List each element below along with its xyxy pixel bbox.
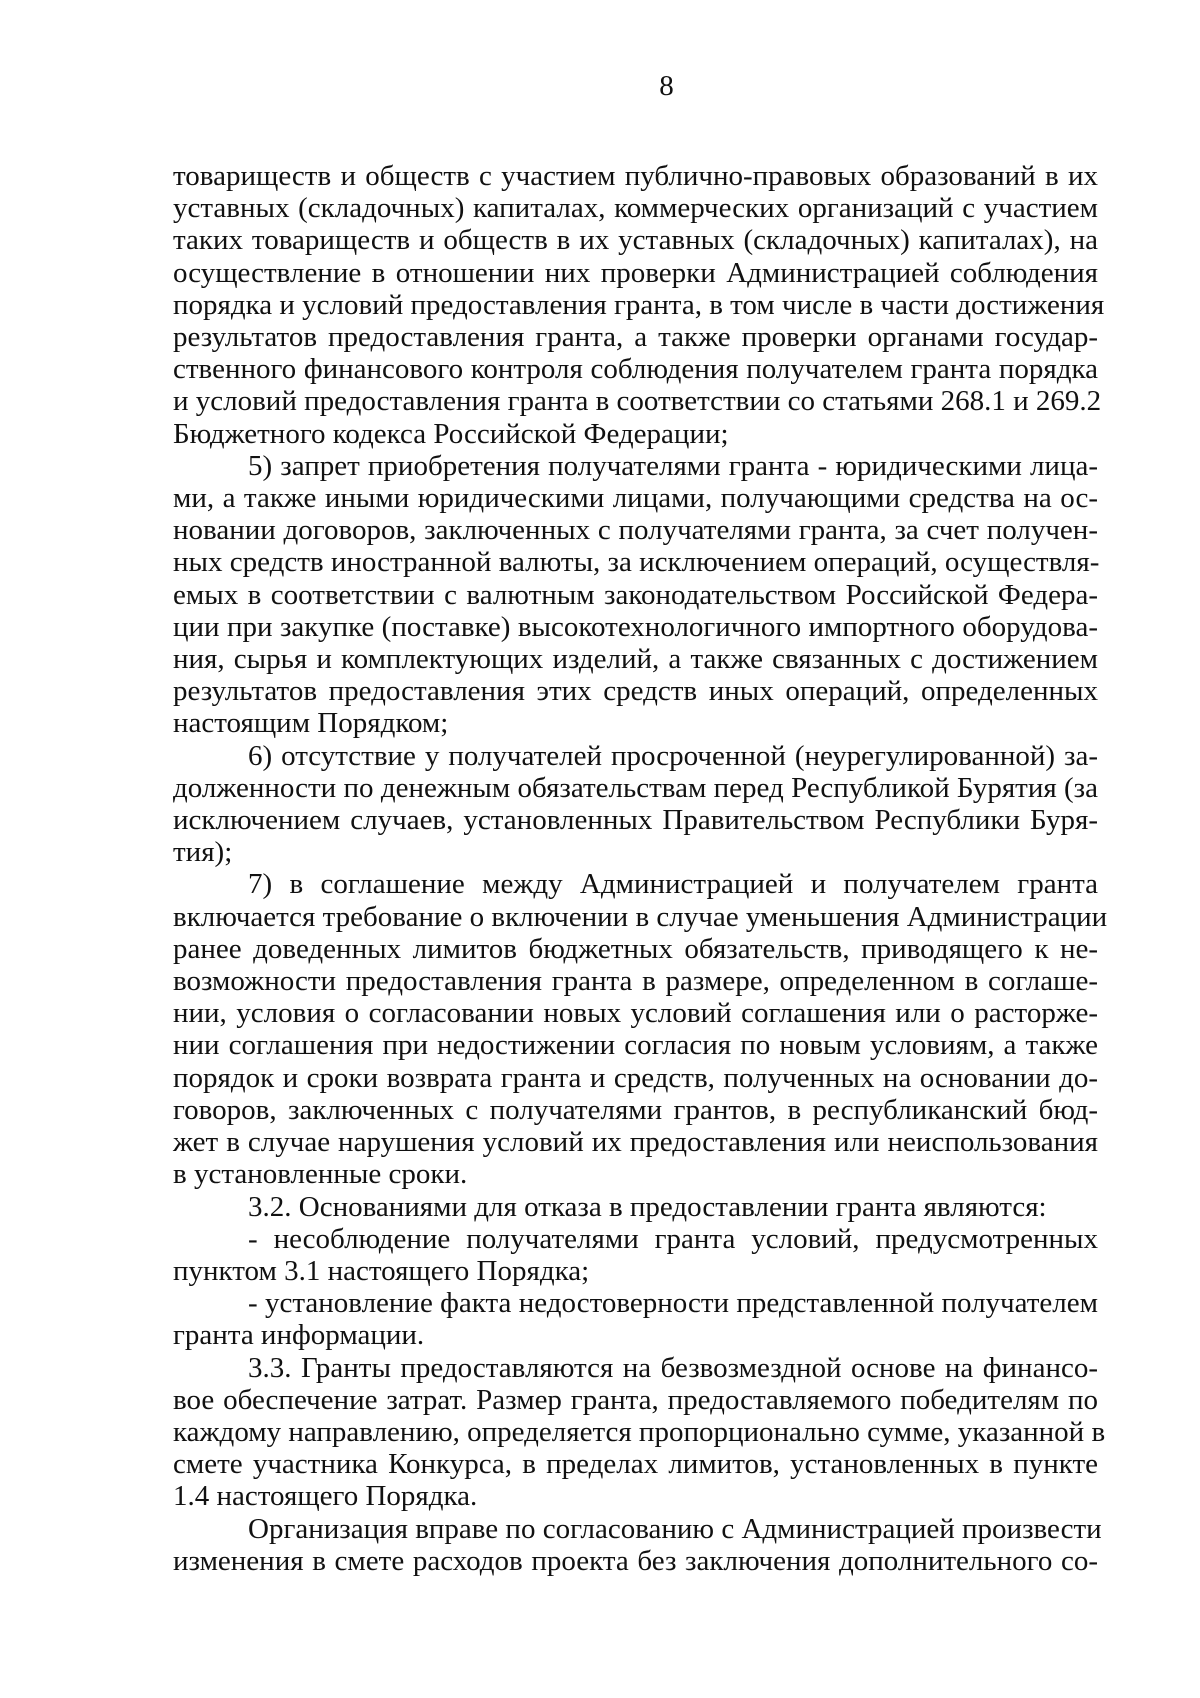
text-line: возможности предоставления гранта в размере, определенном в соглаше- [173,965,1098,998]
paragraph [173,1512,1102,1577]
text-line: осуществление в отношении них проверки Администрацией соблюдения [173,256,1098,289]
text-line: включается требование о включении в случае уменьшения Администрации [173,900,1108,933]
text-line: 1.4 настоящего Порядка. [173,1480,478,1513]
text-line: ми, а также иными юридическими лицами, получающими средства на ос- [173,482,1098,515]
text-line: ственного финансового контроля соблюдения получателем гранта порядка [173,353,1098,386]
paragraph [173,1191,1098,1223]
text-line: говоров, заключенных с получателями грантов, в республиканский бюд- [173,1093,1098,1126]
document-body [173,160,1108,1577]
text-line: нии, условия о согласовании новых условий соглашения или о расторже- [173,997,1098,1030]
text-line: гранта информации. [173,1319,425,1352]
text-line: в установленные сроки. [173,1158,468,1191]
text-line: ных средств иностранной валюты, за исключением операций, осуществля- [173,546,1100,579]
text-line: ранее доведенных лимитов бюджетных обязательств, приводящего к не- [173,932,1098,965]
text-line: порядок и сроки возврата гранта и средств, полученных на основании до- [173,1061,1098,1094]
text-line: настоящим Порядком; [173,707,449,740]
paragraph [173,740,1098,869]
text-line: ции при закупке (поставке) высокотехнологичного импортного оборудова- [173,610,1098,643]
text-line: уставных (складочных) капиталах, коммерческих организаций с участием [173,192,1098,225]
text-line: товариществ и обществ с участием публично-правовых образований в их [173,160,1098,192]
page-number: 8 [659,70,674,102]
text-line: 3.3. Гранты предоставляются на безвозмездной основе на финансо- [248,1351,1098,1384]
text-line: исключением случаев, установленных Правительством Республики Буря- [173,804,1098,837]
text-line: 7) в соглашение между Администрацией и получателем гранта [248,868,1098,901]
text-line: изменения в смете расходов проекта без заключения дополнительного со- [173,1544,1098,1577]
text-line: нии соглашения при недостижении согласия по новым условиям, а также [173,1029,1098,1062]
text-line: тия); [173,836,233,869]
text-line: 5) запрет приобретения получателями гранта - юридическими лица- [248,449,1098,482]
text-line: новании договоров, заключенных с получателями гранта, за счет получен- [173,514,1098,547]
paragraph [173,868,1108,1191]
text-line: смете участника Конкурса, в пределах лимитов, установленных в пункте [173,1448,1098,1481]
paragraph [173,1287,1098,1351]
paragraph [173,160,1105,450]
paragraph [173,1223,1098,1287]
text-line: 6) отсутствие у получателей просроченной (неурегулированной) за- [248,739,1098,772]
text-line: - несоблюдение получателями гранта условий, предусмотренных [248,1222,1098,1255]
text-line: вое обеспечение затрат. Размер гранта, предоставляемого победителям по [173,1383,1098,1416]
text-line: - установление факта недостоверности представленной получателем [248,1287,1098,1320]
text-line: жет в случае нарушения условий их предоставления или неиспользования [173,1126,1098,1159]
text-line: ния, сырья и комплектующих изделий, а также связанных с достижением [173,643,1098,676]
text-line: 3.2. Основаниями для отказа в предоставлении гранта являются: [248,1190,1047,1223]
paragraph [173,1351,1106,1513]
text-line: Бюджетного кодекса Российской Федерации; [173,417,729,450]
text-line: результатов предоставления гранта, а также проверки органами государ- [173,321,1098,354]
text-line: таких товариществ и обществ в их уставных (складочных) капиталах), на [173,224,1098,257]
text-line: каждому направлению, определяется пропорционально сумме, указанной в [173,1415,1106,1448]
text-line: пунктом 3.1 настоящего Порядка; [173,1254,590,1287]
text-line: Организация вправе по согласованию с Администрацией произвести [248,1512,1102,1545]
text-line: результатов предоставления этих средств иных операций, определенных [173,675,1098,708]
text-line: и условий предоставления гранта в соответствии со статьями 268.1 и 269.2 [173,385,1102,418]
text-line: порядка и условий предоставления гранта, в том числе в части достижения [173,288,1105,321]
text-line: долженности по денежным обязательствам перед Республикой Бурятия (за [173,771,1098,804]
text-line: емых в соответствии с валютным законодательством Российской Федера- [173,578,1098,611]
paragraph [173,450,1098,740]
